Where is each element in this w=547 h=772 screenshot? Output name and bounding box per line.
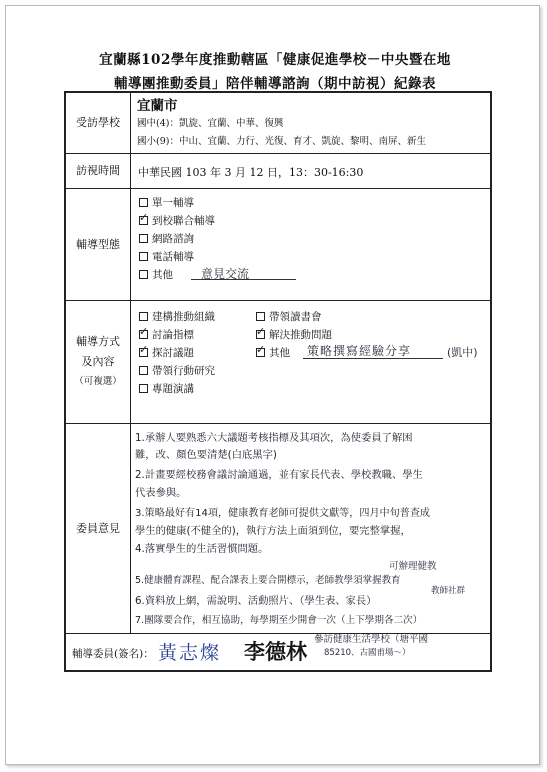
guidance-option-joint[interactable]: ✓ 到校聯合輔導 xyxy=(139,211,215,227)
method-option-lecture[interactable]: 專題演講 xyxy=(139,381,194,396)
opinion-row xyxy=(66,424,490,634)
checkbox-checked[interactable] xyxy=(256,325,266,339)
school-elementary: 國小(9)：中山、宜蘭、力行、光復、育才、凱旋、黎明、南屏、新生 xyxy=(137,136,426,147)
method-other-note: (凱中) xyxy=(447,346,478,359)
checkbox[interactable] xyxy=(139,312,148,321)
checkbox[interactable] xyxy=(139,270,148,279)
method-other-text: 策略撰寫經驗分享 xyxy=(307,344,412,358)
opinion-note: 難，改、顏色要清楚(白底黑字) xyxy=(135,449,277,461)
method-option-reading[interactable]: 帶領讀書會 xyxy=(256,309,322,324)
opinion-label: 委員意見 xyxy=(66,424,131,633)
opinion-note: 1.承辦人要熟悉六大議題考核指標及其項次，為使委員了解困 xyxy=(135,432,413,444)
opinion-note: 4.落實學生的生活習慣問題。 xyxy=(135,543,269,555)
visit-cell xyxy=(131,154,490,188)
method-option-topics[interactable]: ✓ 探討議題 xyxy=(139,343,194,359)
method-cell xyxy=(131,301,490,423)
form-title-line2: 輔導團推動委員」陪伴輔導諮詢（期中訪視）紀錄表 xyxy=(114,76,436,92)
visit-datetime: 中華民國 103 年 3 月 12 日，13：30-16:30 xyxy=(138,166,364,179)
method-option-other[interactable]: ✓ 其他 xyxy=(256,343,290,359)
checkbox[interactable] xyxy=(139,384,148,393)
guidance-other-text: 意見交流 xyxy=(201,267,250,281)
signature-label: 輔導委員(簽名)： xyxy=(72,648,154,660)
opinion-margin-note: 可辦理健教 xyxy=(389,561,437,572)
opinion-note: 3.策略最好有14項，健康教育老師可提供文獻等，四月中旬普查成 xyxy=(135,508,431,519)
opinion-cell xyxy=(131,424,490,633)
guidance-option-online[interactable]: 網路諮詢 xyxy=(139,231,194,246)
opinion-note: 學生的健康(不健全的)，執行方法上面須到位，要完整掌握， xyxy=(135,525,411,537)
checkbox[interactable] xyxy=(139,198,148,207)
visit-label: 訪視時間 xyxy=(66,154,131,188)
checkbox[interactable] xyxy=(139,366,148,375)
checkbox-checked[interactable] xyxy=(139,325,149,339)
guidance-cell xyxy=(131,189,490,300)
form-title-line1: 宜蘭縣102學年度推動轄區「健康促進學校－中央暨在地 xyxy=(99,52,451,68)
guidance-option-single[interactable]: 單一輔導 xyxy=(139,195,194,210)
opinion-note: 6.資料放上網，需說明、活動照片、（學生表、家長） xyxy=(135,595,377,607)
signature-1: 黃志燦 xyxy=(158,642,222,664)
school-cell xyxy=(131,93,490,153)
method-option-organize[interactable]: 建構推動組織 xyxy=(139,309,215,324)
method-label: 輔導方式 及內容 （可複選） xyxy=(66,301,131,423)
method-option-research[interactable]: 帶領行動研究 xyxy=(139,363,215,378)
opinion-note: 7.團隊要合作，相互協助，每學期至少開會一次（上下學期各二次） xyxy=(135,615,423,626)
signature-row xyxy=(66,634,490,670)
check-mark-icon: ✓ xyxy=(256,343,266,356)
signature-2: 李德林 xyxy=(244,639,307,664)
method-option-indicators[interactable]: ✓ 討論指標 xyxy=(139,325,194,341)
checkbox[interactable] xyxy=(139,234,148,243)
opinion-note: 2.計畫要經校務會議討論通過，並有家長代表、學校教職、學生 xyxy=(135,469,423,481)
guidance-option-other[interactable]: 其他 xyxy=(139,267,173,282)
opinion-margin-note: 教師社群 xyxy=(431,586,466,596)
record-table xyxy=(64,91,492,672)
school-city: 宜蘭市 xyxy=(137,98,178,114)
signature-margin-note: 85210、古國甫場～） xyxy=(324,648,411,658)
method-option-solve[interactable]: ✓ 解決推動問題 xyxy=(256,325,332,341)
guidance-label: 輔導型態 xyxy=(66,189,131,300)
checkbox[interactable] xyxy=(256,312,265,321)
school-label: 受訪學校 xyxy=(66,93,131,153)
check-mark-icon: ✓ xyxy=(139,211,149,224)
opinion-note: 代表參與。 xyxy=(135,487,187,499)
school-row xyxy=(66,93,490,154)
check-mark-icon: ✓ xyxy=(139,343,149,356)
check-mark-icon: ✓ xyxy=(139,325,149,338)
guidance-row xyxy=(66,189,490,301)
guidance-option-phone[interactable]: 電話輔導 xyxy=(139,249,194,264)
checkbox-checked[interactable] xyxy=(139,211,149,225)
school-junior: 國中(4)：凱旋、宜蘭、中華、復興 xyxy=(137,118,284,129)
opinion-note: 5.健康體育課程、配合課表上要合開標示，老師教學須掌握教育 xyxy=(135,575,401,586)
checkbox[interactable] xyxy=(139,252,148,261)
checkbox-checked[interactable] xyxy=(139,343,149,357)
check-mark-icon: ✓ xyxy=(256,325,266,338)
checkbox-checked[interactable] xyxy=(256,343,266,357)
method-row xyxy=(66,301,490,424)
signature-margin-note: 參訪健康生活學校（塘平國 xyxy=(314,634,429,645)
visit-row xyxy=(66,154,490,189)
